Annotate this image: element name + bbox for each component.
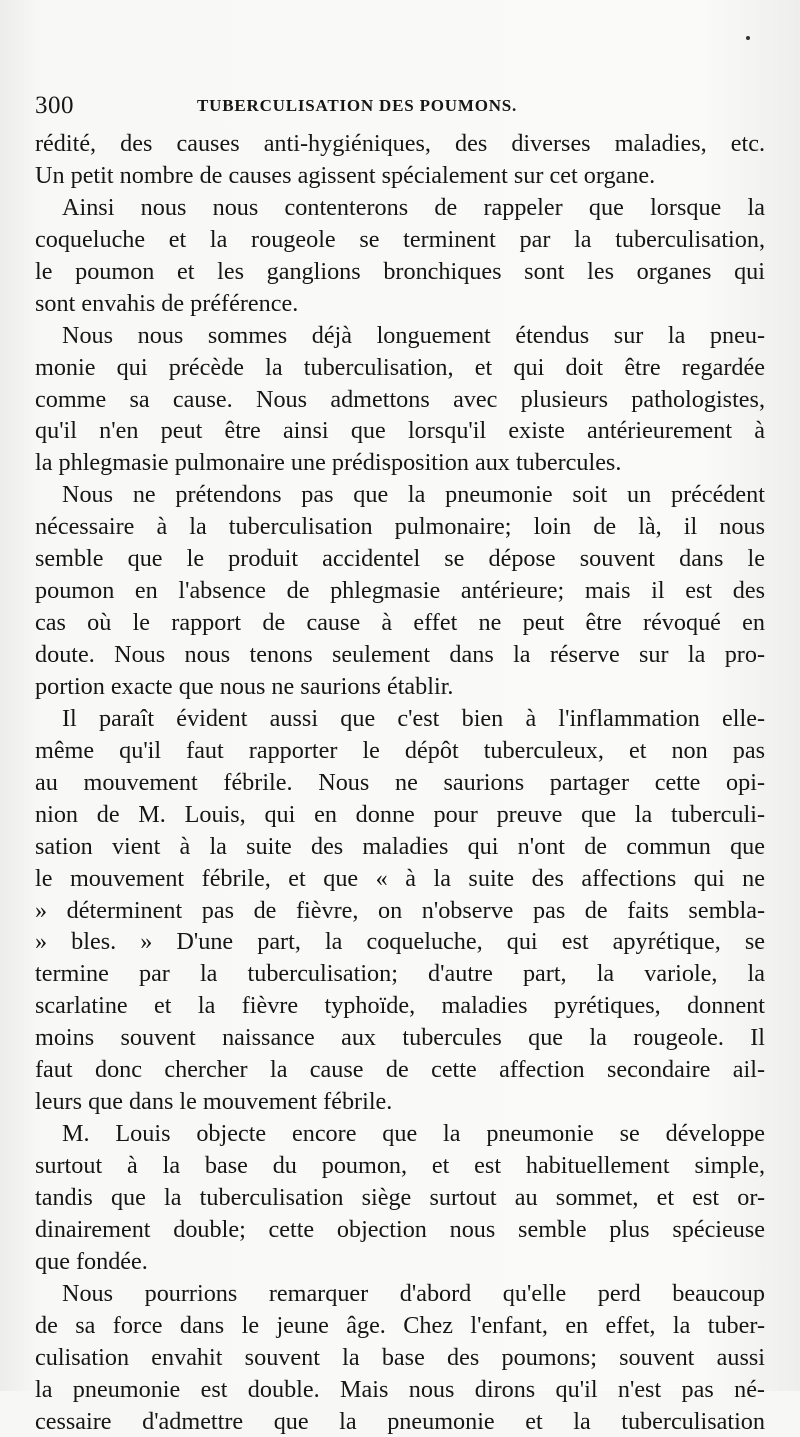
ink-speck (746, 36, 750, 40)
text-line: nion de M. Louis, qui en donne pour preuve que la tuberculi- (35, 799, 765, 831)
text-line: » bles. » D'une part, la coqueluche, qui est apyrétique, se (35, 926, 765, 958)
body-text (35, 128, 765, 1437)
text-line: même qu'il faut rapporter le dépôt tuberculeux, et non pas (35, 735, 765, 767)
text-line: » déterminent pas de fièvre, on n'observe pas de faits sembla- (35, 895, 765, 927)
page-number: 300 (35, 92, 74, 120)
text-line: M. Louis objecte encore que la pneumonie se développe (35, 1118, 765, 1150)
text-line: rédité, des causes anti-hygiéniques, des diverses maladies, etc. (35, 128, 765, 160)
text-line: dinairement double; cette objection nous semble plus spécieuse (35, 1214, 765, 1246)
text-line: le mouvement fébrile, et que « à la suite des affections qui ne (35, 863, 765, 895)
text-line: de sa force dans le jeune âge. Chez l'enfant, en effet, la tuber- (35, 1310, 765, 1342)
text-line: semble que le produit accidentel se dépose souvent dans le (35, 543, 765, 575)
text-line: faut donc chercher la cause de cette affection secondaire ail- (35, 1054, 765, 1086)
text-line: Ainsi nous nous contenterons de rappeler que lorsque la (35, 192, 765, 224)
text-line: le poumon et les ganglions bronchiques sont les organes qui (35, 256, 765, 288)
text-line: Il paraît évident aussi que c'est bien à l'inflammation elle- (35, 703, 765, 735)
text-line: portion exacte que nous ne saurions établir. (35, 671, 765, 703)
text-line: que fondée. (35, 1246, 765, 1278)
text-line: surtout à la base du poumon, et est habituellement simple, (35, 1150, 765, 1182)
text-line: scarlatine et la fièvre typhoïde, maladies pyrétiques, donnent (35, 990, 765, 1022)
text-line: coqueluche et la rougeole se terminent par la tuberculisation, (35, 224, 765, 256)
text-line: la pneumonie est double. Mais nous dirons qu'il n'est pas né- (35, 1374, 765, 1406)
text-line: poumon en l'absence de phlegmasie antérieure; mais il est des (35, 575, 765, 607)
text-line: tandis que la tuberculisation siège surtout au sommet, et est or- (35, 1182, 765, 1214)
text-line: culisation envahit souvent la base des poumons; souvent aussi (35, 1342, 765, 1374)
text-line: moins souvent naissance aux tubercules que la rougeole. Il (35, 1022, 765, 1054)
text-line: Nous nous sommes déjà longuement étendus sur la pneu- (35, 320, 765, 352)
text-line: Nous pourrions remarquer d'abord qu'elle perd beaucoup (35, 1278, 765, 1310)
text-line: monie qui précède la tuberculisation, et qui doit être regardée (35, 352, 765, 384)
text-line: leurs que dans le mouvement fébrile. (35, 1086, 765, 1118)
text-line: au mouvement fébrile. Nous ne saurions partager cette opi- (35, 767, 765, 799)
text-line: Un petit nombre de causes agissent spécialement sur cet organe. (35, 160, 765, 192)
text-line: doute. Nous nous tenons seulement dans la réserve sur la pro- (35, 639, 765, 671)
text-line: termine par la tuberculisation; d'autre part, la variole, la (35, 958, 765, 990)
running-title: TUBERCULISATION DES POUMONS. (197, 96, 517, 116)
text-line: sation vient à la suite des maladies qui n'ont de commun que (35, 831, 765, 863)
text-line: nécessaire à la tuberculisation pulmonaire; loin de là, il nous (35, 511, 765, 543)
text-line: cas où le rapport de cause à effet ne peut être révoqué en (35, 607, 765, 639)
text-line: la phlegmasie pulmonaire une prédisposition aux tubercules. (35, 447, 765, 479)
text-line: cessaire d'admettre que la pneumonie et la tuberculisation (35, 1406, 765, 1437)
text-line: comme sa cause. Nous admettons avec plusieurs pathologistes, (35, 384, 765, 416)
text-line: sont envahis de préférence. (35, 288, 765, 320)
page-header (35, 92, 765, 120)
text-line: qu'il n'en peut être ainsi que lorsqu'il existe antérieurement à (35, 415, 765, 447)
text-line: Nous ne prétendons pas que la pneumonie soit un précédent (35, 479, 765, 511)
